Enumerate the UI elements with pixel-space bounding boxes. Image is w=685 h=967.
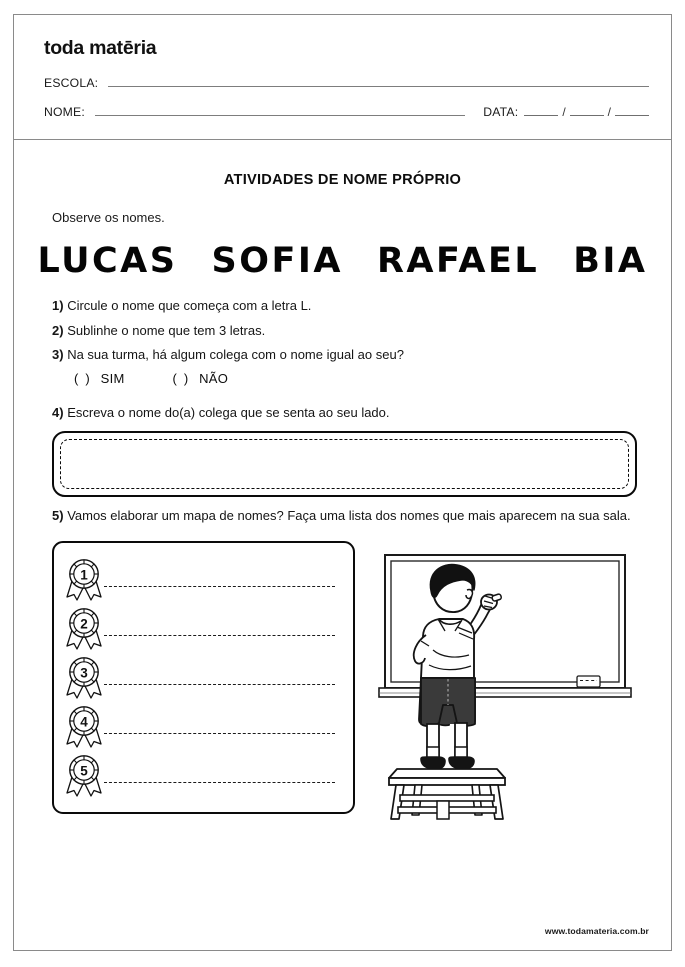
- spacer: [40, 497, 645, 507]
- nome-label: NOME:: [44, 105, 85, 120]
- question-4-number: 4): [52, 404, 64, 420]
- data-day-line[interactable]: [524, 115, 558, 116]
- worksheet-page: [13, 14, 672, 951]
- question-1-text: Circule o nome que começa com a letra L.: [67, 298, 312, 313]
- question-5: [52, 507, 635, 525]
- ribbon-rosette-icon: [64, 704, 104, 748]
- question-4-text: Escreva o nome do(a) colega que se senta ao seu lado.: [67, 404, 390, 420]
- name-write-line[interactable]: [104, 586, 335, 587]
- escola-input-line[interactable]: [108, 86, 649, 87]
- data-field-group: [483, 106, 649, 118]
- illustration-container: [371, 541, 639, 823]
- nao-close-paren: ): [183, 370, 196, 386]
- intro-text: Observe os nomes.: [52, 210, 165, 225]
- nao-label: NÃO: [199, 370, 229, 386]
- nao-open-paren: (: [172, 370, 184, 386]
- list-item: [64, 753, 339, 797]
- data-slash-1: /: [562, 105, 566, 120]
- escola-field-row: [36, 77, 649, 89]
- worksheet-header: [14, 15, 671, 140]
- question-4: [52, 404, 645, 422]
- sim-checkbox[interactable]: [74, 371, 97, 386]
- question-5-text: Vamos elaborar um mapa de nomes? Faça uma lista dos nomes que mais aparecem na sua sala.: [67, 508, 631, 524]
- ribbon-rosette-icon: [64, 655, 104, 699]
- rank-number: 2: [80, 616, 88, 632]
- nao-checkbox[interactable]: [172, 371, 195, 386]
- eraser-icon: [577, 676, 600, 687]
- name-write-line[interactable]: [104, 684, 335, 685]
- list-item: [64, 704, 339, 748]
- question-3-text: Na sua turma, há algum colega com o nome igual ao seu?: [67, 347, 404, 363]
- data-month-line[interactable]: [570, 115, 604, 116]
- list-item: [64, 606, 339, 650]
- list-item: [64, 655, 339, 699]
- nome-data-field-row: [36, 106, 649, 118]
- question-4-answer-box[interactable]: [52, 431, 637, 497]
- names-display: [37, 241, 648, 281]
- ribbon-rosette-icon: [64, 557, 104, 601]
- question-1-number: 1): [52, 298, 64, 313]
- boy-writing-blackboard-illustration: [371, 545, 639, 823]
- name-write-line[interactable]: [104, 782, 335, 783]
- data-label: DATA:: [483, 105, 519, 120]
- ribbon-rosette-icon: [64, 606, 104, 650]
- spacer: [40, 386, 645, 404]
- rank-number: 3: [80, 665, 88, 681]
- escola-label: ESCOLA:: [44, 76, 99, 90]
- question-2-number: 2): [52, 322, 64, 338]
- footer-url: www.todamateria.com.br: [544, 926, 649, 936]
- question-5-number: 5): [52, 508, 64, 524]
- question-3: [52, 346, 645, 364]
- sim-label: SIM: [100, 370, 125, 386]
- question-1: [52, 297, 645, 315]
- name-word: LUCAS: [37, 241, 178, 281]
- question-3-options: [74, 371, 645, 386]
- name-word: BIA: [573, 241, 648, 281]
- names-ranking-list: [52, 541, 355, 814]
- sim-close-paren: ): [85, 370, 97, 386]
- brand-logo: toda matēria: [44, 37, 157, 59]
- data-year-line[interactable]: [615, 115, 649, 116]
- question-4-answer-field[interactable]: [60, 439, 629, 489]
- name-write-line[interactable]: [104, 733, 335, 734]
- ribbon-rosette-icon: [64, 753, 104, 797]
- worksheet-content: [14, 140, 671, 950]
- rank-number: 1: [80, 567, 88, 583]
- rank-number: 4: [80, 714, 88, 730]
- question-3-number: 3): [52, 347, 64, 363]
- question-2-text: Sublinhe o nome que tem 3 letras.: [67, 322, 266, 338]
- question-5-area: [52, 541, 639, 823]
- list-item: [64, 557, 339, 601]
- stool-icon: [389, 769, 505, 819]
- data-slash-2: /: [607, 105, 611, 120]
- name-word: SOFIA: [211, 241, 343, 281]
- name-write-line[interactable]: [104, 635, 335, 636]
- rank-number: 5: [80, 763, 88, 779]
- name-word: RAFAEL: [376, 241, 540, 281]
- page-title: ATIVIDADES DE NOME PRÓPRIO: [223, 172, 462, 188]
- nome-input-line[interactable]: [95, 115, 465, 116]
- question-2: [52, 322, 645, 340]
- sim-open-paren: (: [74, 370, 86, 386]
